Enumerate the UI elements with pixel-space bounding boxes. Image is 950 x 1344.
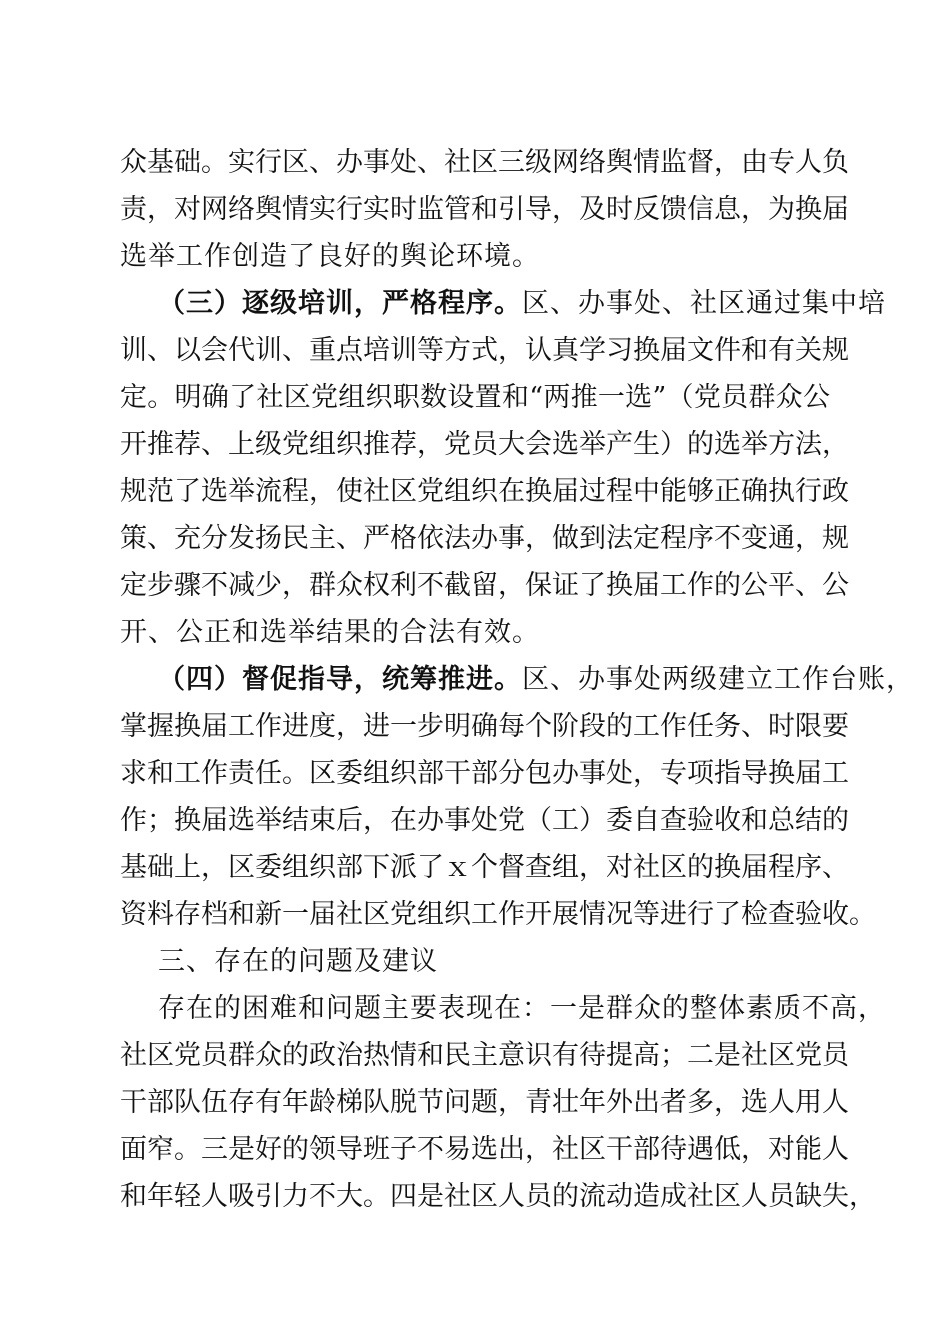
paragraph-line: 责 ， 对 网 络 舆 情 实 行 实 时 监 管 和 引 导 ， 及 时 反 馈 信 息 ， 为 换 届 bbox=[120, 194, 849, 225]
paragraph-line: 训 、 以 会 代 训 、 重 点 培 训 等 方 式 ， 认 真 学 习 换 届 文 件 和 有 关 规 bbox=[120, 335, 849, 366]
paragraph-line: 众 基 础 。 实 行 区 、 办 事 处 、 社 区 三 级 网 络 舆 情 监 督 ， 由 专 人 负 bbox=[120, 147, 849, 178]
paragraph-line: 求 和 工 作 责 任 。 区 委 组 织 部 干 部 分 包 办 事 处 ， 专 项 指 导 换 届 工 bbox=[120, 758, 849, 789]
paragraph-line: 基 础 上 ， 区 委 组 织 部 下 派 了 ｘ 个 督 查 组 ， 对 社 区 的 换 届 程 序 、 bbox=[120, 852, 849, 883]
paragraph-line: 规 范 了 选 举 流 程 ， 使 社 区 党 组 织 在 换 届 过 程 中 能 够 正 确 执 行 政 bbox=[120, 476, 849, 507]
problems-first-line: 存在的困难和问题主要表现在：一是群众的整体素质不高， bbox=[158, 993, 886, 1024]
section-4-first-line bbox=[158, 660, 914, 700]
section-3-first-line-text: 区、办事处、社区通过集中培 bbox=[522, 288, 886, 319]
paragraph-line: 选举工作创造了良好的舆论环境。 bbox=[120, 241, 540, 272]
section-4-first-line-text: 区、办事处两级建立工作台账， bbox=[522, 664, 914, 695]
paragraph-line: 和 年 轻 人 吸 引 力 不 大 。 四 是 社 区 人 员 的 流 动 造 成 社 区 人 员 缺 失 ， bbox=[120, 1181, 876, 1212]
paragraph-line: 定 。 明 确 了 社 区 党 组 织 职 数 设 置 和 “ 两 推 一 选 ” （ 党 员 群 众 公 bbox=[120, 382, 830, 413]
section-3-heading: （三）逐级培训，严格程序。 bbox=[158, 288, 522, 319]
paragraph-line: 面 窄 。 三 是 好 的 领 导 班 子 不 易 选 出 ， 社 区 干 部 待 遇 低 ， 对 能 人 bbox=[120, 1134, 849, 1165]
paragraph-line: 定 步 骤 不 减 少 ， 群 众 权 利 不 截 留 ， 保 证 了 换 届 工 作 的 公 平 、 公 bbox=[120, 570, 849, 601]
section-3-first-line bbox=[158, 284, 886, 324]
paragraph-line: 资 料 存 档 和 新 一 届 社 区 党 组 织 工 作 开 展 情 况 等 进 行 了 检 查 验 收 。 bbox=[120, 899, 876, 930]
paragraph-line: 掌 握 换 届 工 作 进 度 ， 进 一 步 明 确 每 个 阶 段 的 工 作 任 务 、 时 限 要 bbox=[120, 711, 849, 742]
paragraph-line: 社 区 党 员 群 众 的 政 治 热 情 和 民 主 意 识 有 待 提 高 ； 二 是 社 区 党 员 bbox=[120, 1040, 849, 1071]
part-3-heading: 三、存在的问题及建议 bbox=[158, 946, 438, 977]
section-4-heading: （四）督促指导，统筹推进。 bbox=[158, 664, 522, 695]
paragraph-line: 作 ； 换 届 选 举 结 束 后 ， 在 办 事 处 党 （ 工 ） 委 自 查 验 收 和 总 结 的 bbox=[120, 805, 849, 836]
paragraph-line: 干 部 队 伍 存 有 年 龄 梯 队 脱 节 问 题 ， 青 壮 年 外 出 者 多 ， 选 人 用 人 bbox=[120, 1087, 849, 1118]
paragraph-line: 开、公正和选举结果的合法有效。 bbox=[120, 617, 540, 648]
paragraph-line: 策 、 充 分 发 扬 民 主 、 严 格 依 法 办 事 ， 做 到 法 定 程 序 不 变 通 ， 规 bbox=[120, 523, 849, 554]
paragraph-line: 开 推 荐 、 上 级 党 组 织 推 荐 ， 党 员 大 会 选 举 产 生 ） 的 选 举 方 法 ， bbox=[120, 429, 849, 460]
